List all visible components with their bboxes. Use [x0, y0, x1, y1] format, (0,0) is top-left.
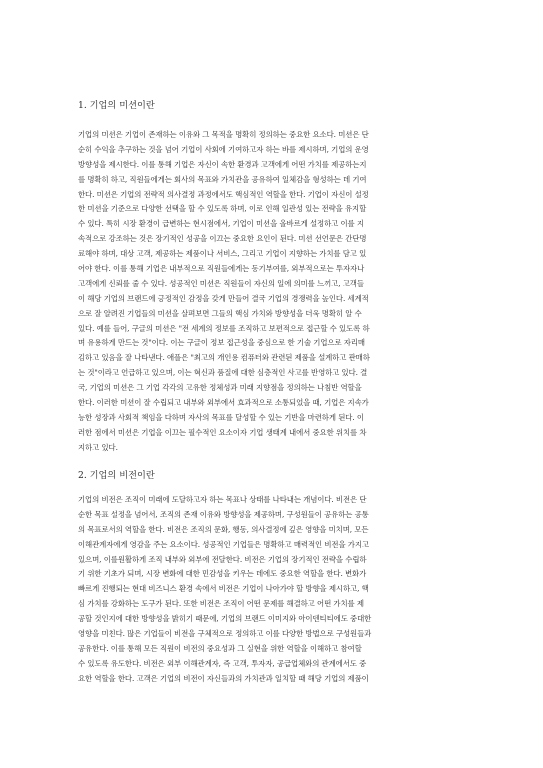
text-line: 어야 한다. 이를 통해 기업은 내부적으로 직원들에게는 동기부여를, 외부적으로는 투자자나: [78, 264, 365, 274]
text-line: 빠르게 진행되는 현대 비즈니스 환경 속에서 비전은 기업이 나아가야 할 방향을 제시하고, 핵: [78, 584, 369, 594]
text-line: 이 해당 기업의 브랜드에 긍정적인 감정을 갖게 만들어 결국 기업의 경쟁력을 높인다. 세계적: [78, 293, 369, 303]
mission-paragraph: [78, 128, 478, 456]
text-line: 한다. 미션은 기업의 전략적 의사결정 과정에서도 핵심적인 역할을 한다. 기업이 자신이 설정: [78, 189, 369, 199]
text-line: 영향을 미친다. 많은 기업들이 비전을 구체적으로 정의하고 이를 다양한 방법으로 구성원들과: [78, 629, 372, 639]
text-line: 심 가치를 강화하는 도구가 된다. 또한 비전은 조직이 어떤 문제를 해결하고 어떤 가치를 제: [78, 599, 364, 609]
text-line: 이해관계자에게 영감을 주는 요소이다. 성공적인 기업들은 명확하고 매력적인 비전을 가지고: [78, 539, 369, 549]
text-line: 방향성을 제시한다. 이를 통해 기업은 자신이 속한 환경과 고객에게 어떤 가치를 제공하는지: [78, 159, 367, 169]
text-line: 료해야 하며, 대상 고객, 제공하는 제품이나 서비스, 그리고 기업이 지향하는 가치를 담고 있: [78, 249, 367, 259]
text-line: 수 있도록 유도한다. 비전은 외부 이해관계자, 즉 고객, 투자자, 공급업체와의 관계에서도 중: [78, 658, 367, 668]
text-line: 공유한다. 이를 통해 모든 직원이 비전의 중요성과 그 실현을 위한 역할을 이해하고 참여할: [78, 643, 362, 653]
text-line: 의 목표로서의 역할을 한다. 비전은 조직의 문화, 행동, 의사결정에 깊은 영향을 미치며, 모든: [78, 524, 369, 534]
text-line: 으로 잘 알려진 기업들의 미션을 살펴보면 그들의 핵심 가치와 방향성을 더욱 명확히 알 수: [78, 308, 362, 318]
text-line: 한 미션을 기준으로 다양한 선택을 할 수 있도록 하며, 이로 인해 일관성 있는 전략을 유지할: [78, 204, 367, 214]
text-line: 속적으로 강조하는 것은 장기적인 성공을 이끄는 중요한 요인이 된다. 미션 선언문은 간단명: [78, 234, 367, 244]
text-line: 고객에게 신뢰를 줄 수 있다. 성공적인 미션은 직원들이 자신의 일에 의미를 느끼고, 고객들: [78, 278, 364, 288]
text-line: 능한 성장과 사회적 책임을 다하며 자사의 목표를 달성할 수 있는 기반을 마련하게 된다. 이: [78, 412, 364, 422]
text-line: 를 명확히 하고, 직원들에게는 회사의 목표와 가치관을 공유하여 일체감을 형성하는 데 기여: [78, 174, 367, 184]
section-title-mission: 1. 기업의 미션이란: [78, 100, 155, 111]
text-line: 공할 것인지에 대한 방향성을 밝히기 때문에, 기업의 브랜드 이미지와 아이덴티티에도 중대한: [78, 614, 372, 624]
text-line: 는 것"이라고 언급하고 있으며, 이는 혁신과 품질에 대한 심층적인 사고를 반영하고 있다. 결: [78, 368, 368, 378]
text-line: 며 유용하게 만드는 것"이다. 이는 구글이 정보 접근성을 중심으로 한 기술 기업으로 자리매: [78, 338, 365, 348]
text-line: 있으며, 이를원활하게 조직 내부와 외부에 전달한다. 비전은 기업의 장기적인 전략을 수립하: [78, 554, 367, 564]
text-line: 김하고 있음을 잘 나타낸다. 애플은 "최고의 개인용 컴퓨터와 관련된 제품을 설계하고 판매하: [78, 353, 370, 363]
vision-paragraph: [78, 493, 478, 687]
text-line: 러한 점에서 미션은 기업을 이끄는 필수적인 요소이자 기업 생태계 내에서 중요한 위치를 차: [78, 427, 367, 437]
text-line: 순한 목표 설정을 넘어서, 조직의 존재 이유와 방향성을 제공하며, 구성원들이 공유하는 공통: [78, 509, 369, 519]
text-line: 요한 역할을 한다. 고객은 기업의 비전이 자신들과의 가치관과 일치할 때 해당 기업의 제품이: [78, 673, 369, 683]
text-line: 순히 수익을 추구하는 것을 넘어 기업이 사회에 기여하고자 하는 바를 제시하며, 기업의 운영: [78, 144, 369, 154]
text-line: 기 위한 기초가 되며, 시장 변화에 대한 민감성을 키우는 데에도 중요한 역할을 한다. 변화가: [78, 569, 367, 579]
text-line: 지하고 있다.: [78, 442, 118, 452]
text-line: 기업의 비전은 조직이 미래에 도달하고자 하는 목표나 상태를 나타내는 개념이다. 비전은 단: [78, 495, 367, 504]
text-line: 한다. 이러한 미션이 잘 수립되고 내부와 외부에서 효과적으로 소통되었을 때, 기업은 지속가: [78, 398, 369, 408]
section-title-vision: 2. 기업의 비전이란: [78, 470, 155, 481]
text-line: 국, 기업의 미션은 그 기업 각각의 고유한 정체성과 미래 지향점을 정의하는 나침반 역할을: [78, 383, 362, 393]
text-line: 있다. 예를 들어, 구글의 미션은 "전 세계의 정보를 조직하고 보편적으로 접근할 수 있도록 하: [78, 323, 370, 333]
text-line: 수 있다. 특히 시장 환경이 급변하는 현시점에서, 기업이 미션을 올바르게 설정하고 이를 지: [78, 219, 364, 229]
text-line: 기업의 미션은 기업이 존재하는 이유와 그 목적을 명확히 정의하는 중요한 요소다. 미션은 단: [78, 130, 369, 139]
